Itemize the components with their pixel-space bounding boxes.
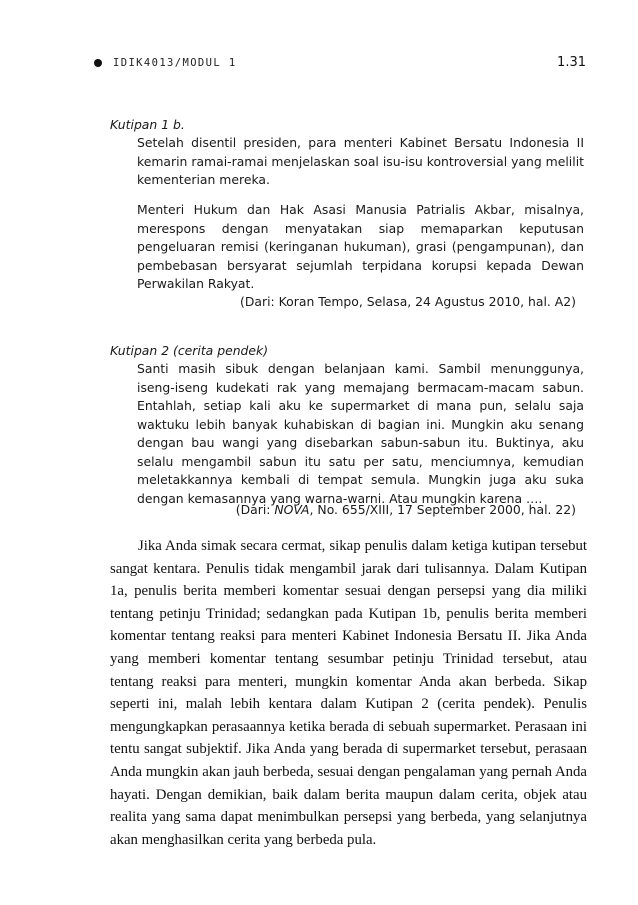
quote-1b-title: Kutipan 1 b. [110, 117, 185, 132]
course-code: IDIK4013/MODUL 1 [113, 57, 237, 69]
bullet-icon [94, 59, 102, 67]
body-paragraph: Jika Anda simak secara cermat, sikap penulis dalam ketiga kutipan tersebut sangat kentara. Penulis tidak mengambil jarak dari tulisannya. Dalam Kutipan 1a, penulis berita memberi komentar sesuai dengan persepsi yang dia miliki tentang petinju Trinidad; sedangkan pada Kutipan 1b, penulis berita memberi komentar tentang reaksi para menteri Kabinet Indonesia Bersatu II. Jika Anda yang memberi komentar tentang sesumbar petinju Trinidad tersebut, atau tentang reaksi para menteri, mungkin komentar Anda akan berbeda. Sikap seperti ini, malah lebih kentara dalam Kutipan 2 (cerita pendek). Penulis mengungkapkan perasaannya ketika berada di sebuah supermarket. Perasaan ini tentu sangat subjektif. Jika Anda yang berada di supermarket tersebut, perasaan Anda mungkin akan jauh berbeda, sesuai dengan pengalaman yang pernah Anda hayati. Dengan demikian, baik dalam berita maupun dalam cerita, objek atau realita yang sama dapat menimbulkan persepsi yang berbeda, yang selanjutnya akan menghasilkan cerita yang berbeda pula. [110, 538, 587, 848]
page-number: 1.31 [557, 55, 586, 70]
quote-1b-paragraph-2: Menteri Hukum dan Hak Asasi Manusia Patrialis Akbar, misalnya, merespons dengan menyatakan siap memaparkan keputusan pengeluaran remisi (keringanan hukuman), grasi (pengampunan), dan pembebasan bersyarat sejumlah terpidana korupsi kepada Dewan Perwakilan Rakyat. [137, 202, 584, 291]
quote-2-source-prefix: (Dari: [235, 502, 275, 517]
quote-2-source-rest: , No. 655/XIII, 17 September 2000, hal. 22) [309, 502, 576, 517]
page-header [94, 55, 586, 73]
quote-2-source [236, 501, 576, 520]
quote-2-paragraph: Santi masih sibuk dengan belanjaan kami. Sambil menunggunya, iseng-iseng kudekati rak yang memajang bermacam-macam sabun. Entahlah, setiap kali aku ke supermarket di mana pun, selalu saja waktuku lebih banyak kuhabiskan di bagian ini. Mungkin aku senang dengan bau wangi yang disebarkan sabun-sabun itu. Buktinya, aku selalu mengambil sabun itu satu per satu, menciumnya, kemudian meletakkannya kembali di tempat semula. Mungkin juga aku suka dengan kemasannya yang warna-warni. Atau mungkin karena …. [137, 361, 584, 506]
quote-1b-source: (Dari: Koran Tempo, Selasa, 24 Agustus 2010, hal. A2) [240, 294, 576, 309]
quote-2-title: Kutipan 2 (cerita pendek) [110, 343, 269, 358]
quote-1b-paragraph-1: Setelah disentil presiden, para menteri Kabinet Bersatu Indonesia II kemarin ramai-ramai menjelaskan soal isu-isu kontroversial yang melilit kementerian mereka. [137, 135, 584, 187]
quote-2-source-magazine: NOVA [274, 502, 310, 517]
